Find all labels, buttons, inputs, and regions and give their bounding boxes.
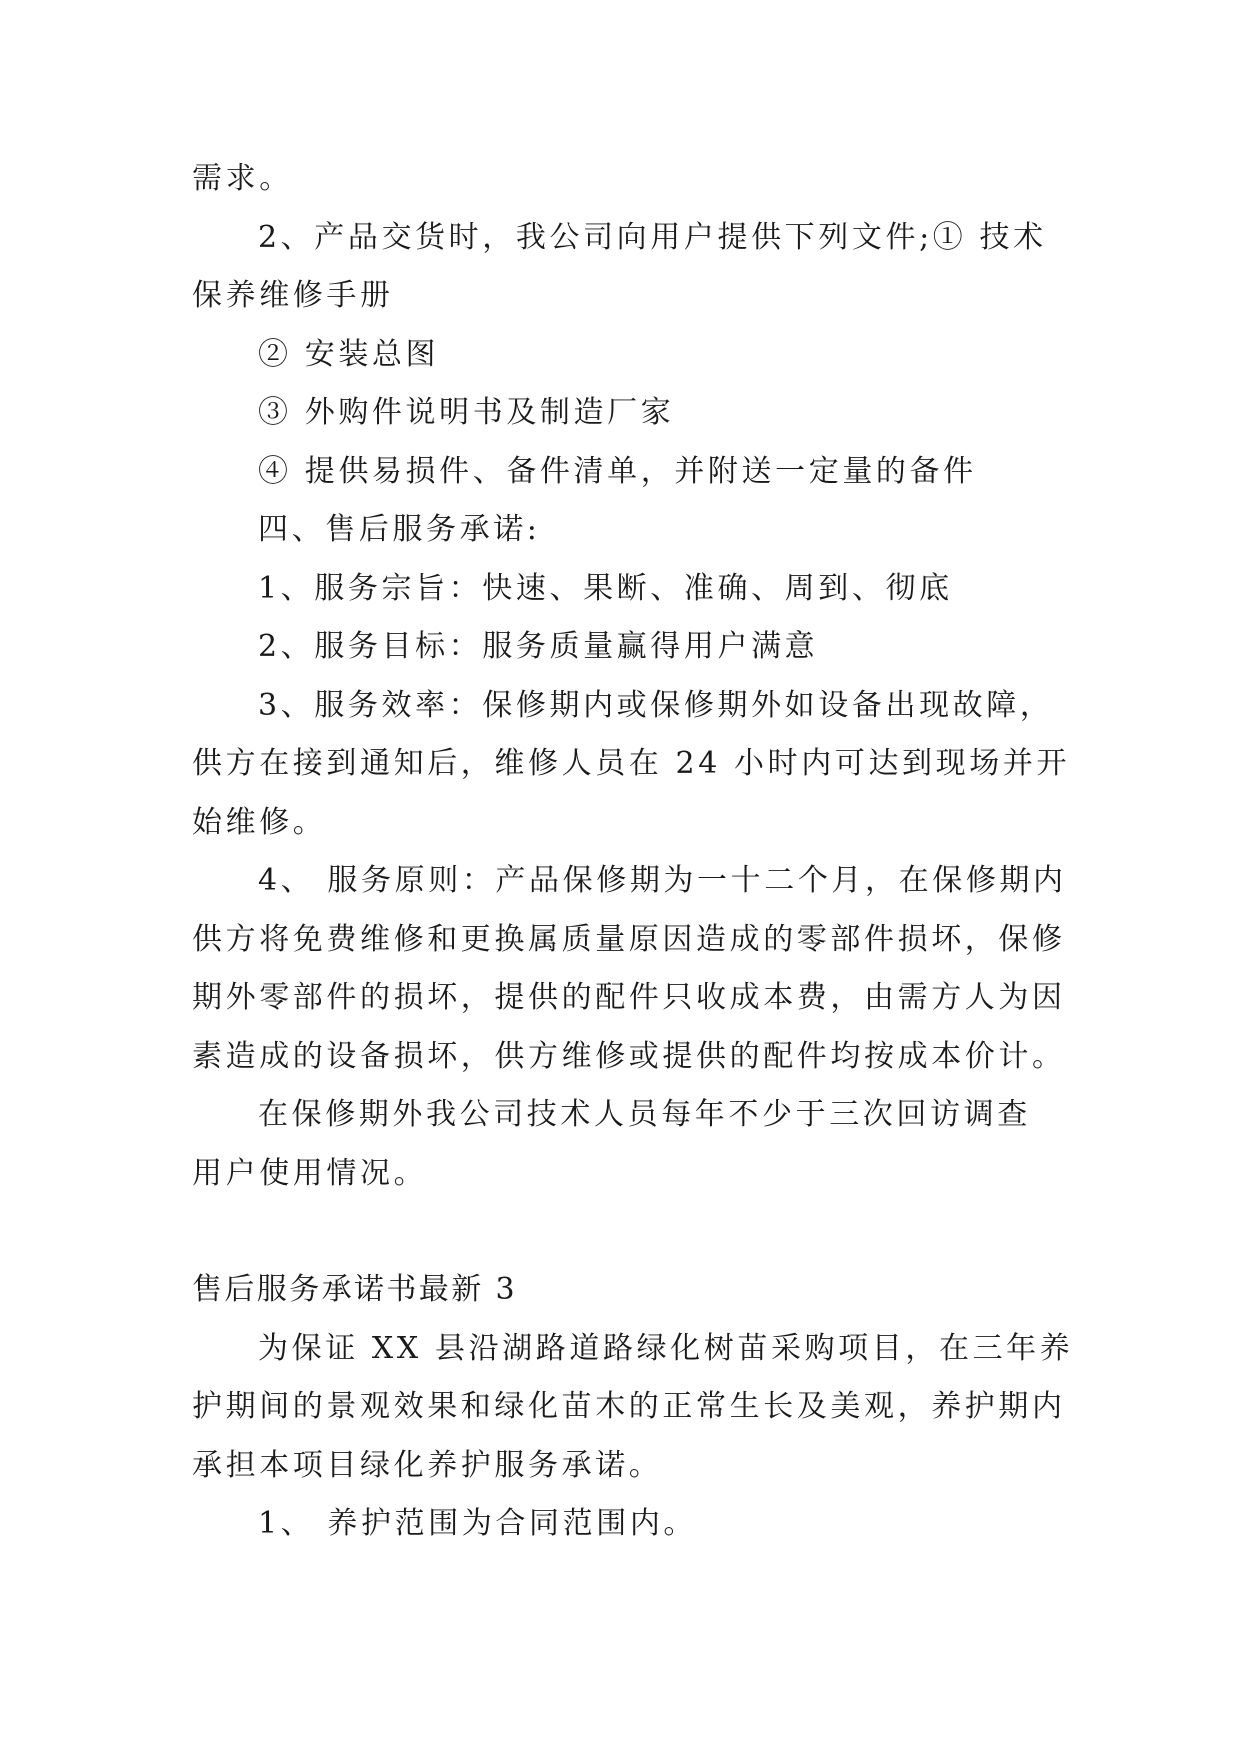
text-line: 用户使用情况。 xyxy=(192,1155,428,1191)
text-line: ② 安装总图 xyxy=(258,336,440,372)
text-line: 4、 服务原则：产品保修期为一十二个月，在保修期内 xyxy=(258,863,1067,898)
text-line: 2、产品交货时，我公司向用户提供下列文件;① 技术 xyxy=(258,219,1047,255)
text-line: ③ 外购件说明书及制造厂家 xyxy=(258,395,675,430)
document-body xyxy=(192,150,1072,1554)
text-line: 承担本项目绿化养护服务承诺。 xyxy=(192,1447,663,1483)
paragraph-gap xyxy=(192,1203,1072,1261)
text-line: 护期间的景观效果和绿化苗木的正常生长及美观，养护期内 xyxy=(192,1389,1066,1424)
text-line: 1、服务宗旨：快速、果断、准确、周到、彻底 xyxy=(258,570,953,606)
text-line: 始维修。 xyxy=(192,804,327,840)
text-line: 2、服务目标：服务质量赢得用户满意 xyxy=(258,629,819,664)
text-line: 供方在接到通知后，维修人员在 24 小时内可达到现场并开 xyxy=(192,746,1071,781)
text-line: 供方将免费维修和更换属质量原因造成的零部件损坏，保修 xyxy=(192,921,1066,957)
text-line: 素造成的设备损坏，供方维修或提供的配件均按成本价计。 xyxy=(192,1038,1066,1074)
text-line: 3、服务效率：保修期内或保修期外如设备出现故障， xyxy=(258,687,1054,723)
text-line: 需求。 xyxy=(192,161,293,196)
text-line: ④ 提供易损件、备件清单，并附送一定量的备件 xyxy=(258,453,977,489)
section-title: 售后服务承诺书最新 3 xyxy=(192,1272,518,1307)
text-line: 在保修期外我公司技术人员每年不少于三次回访调查 xyxy=(258,1097,1031,1132)
text-line: 为保证 XX 县沿湖路道路绿化树苗采购项目，在三年养 xyxy=(258,1330,1074,1366)
text-line: 期外零部件的损坏，提供的配件只收成本费，由需方人为因 xyxy=(192,980,1066,1015)
text-line: 保养维修手册 xyxy=(192,278,394,313)
section-heading-four: 四、售后服务承诺: xyxy=(258,512,541,547)
text-line: 1、 养护范围为合同范围内。 xyxy=(258,1506,698,1541)
